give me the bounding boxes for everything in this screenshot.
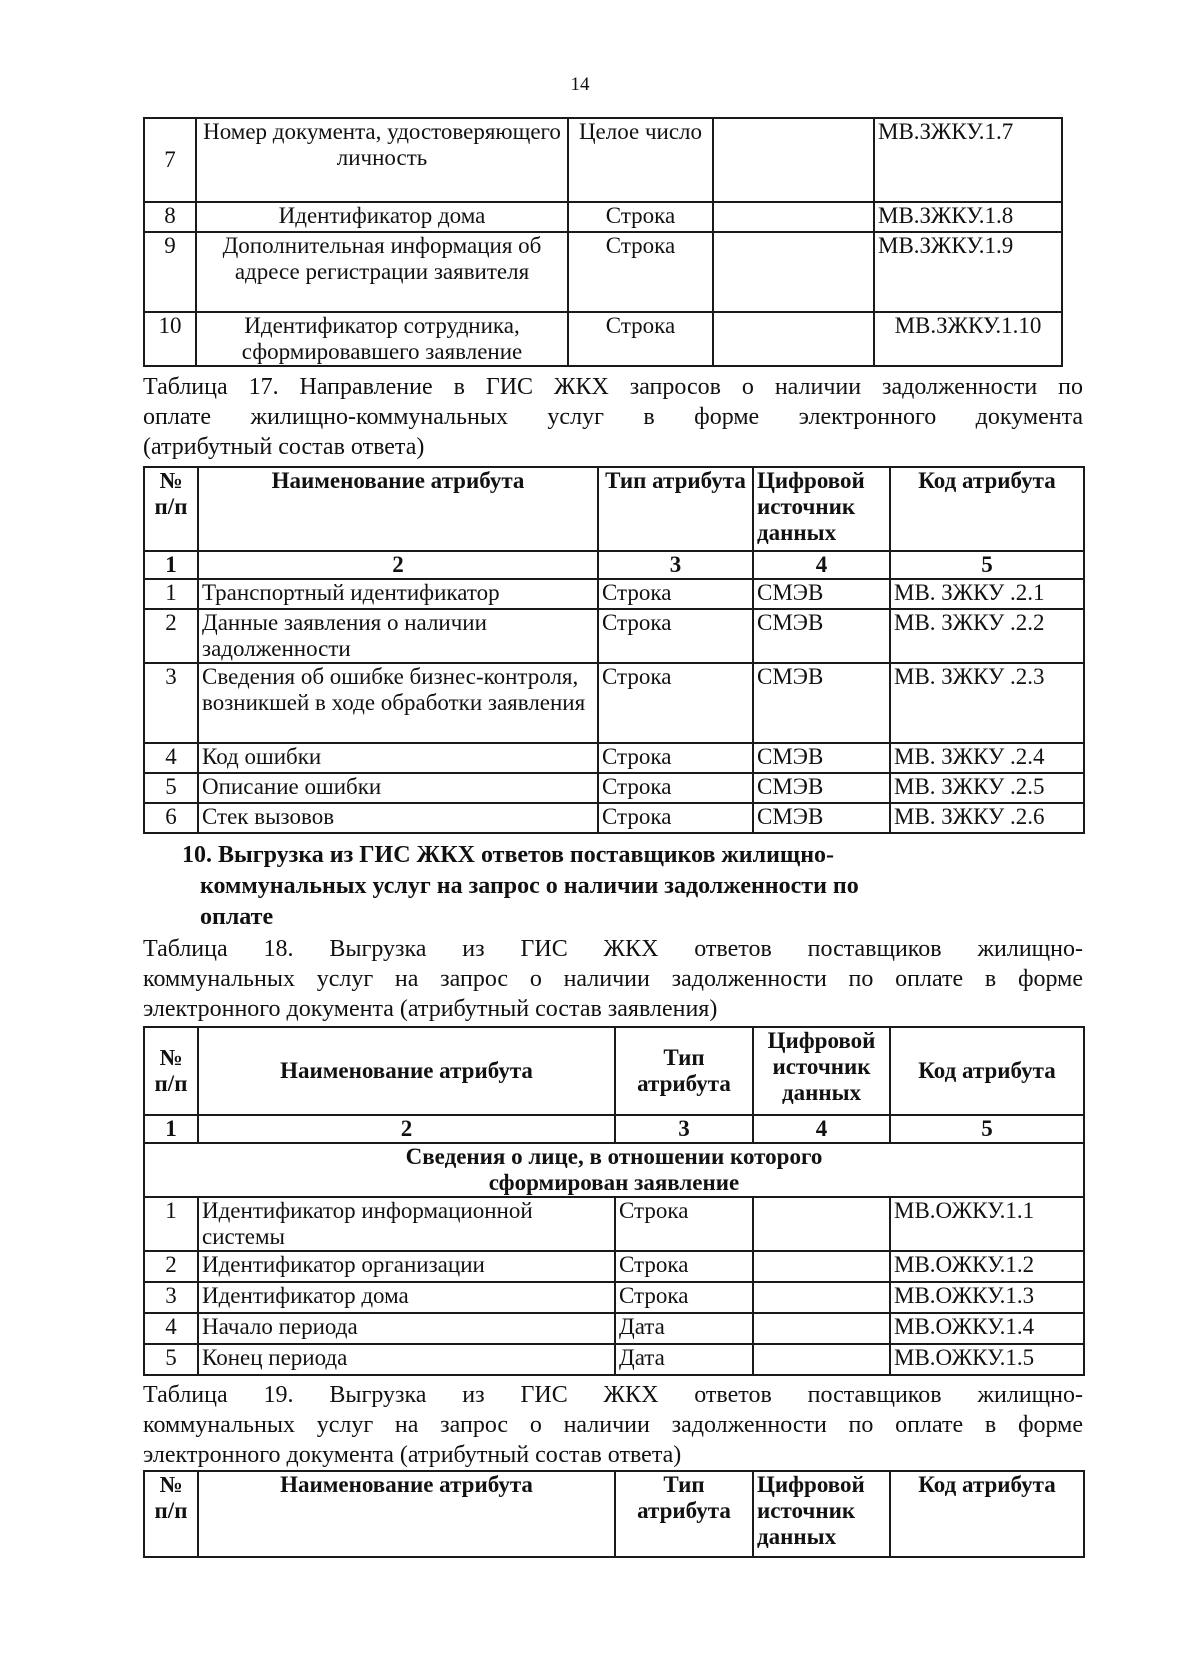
row-number: 6	[144, 803, 198, 833]
data-source	[753, 1282, 890, 1313]
attribute-type: Строка	[615, 1197, 753, 1251]
row-number: 5	[144, 773, 198, 803]
table-row	[144, 1197, 1084, 1251]
table-group-row	[144, 1143, 1084, 1197]
table-index-row	[144, 551, 1084, 579]
header-type: Тип атрибута	[615, 1471, 753, 1557]
index-cell: 3	[598, 551, 753, 579]
table-row	[144, 609, 1084, 663]
attribute-code: МВ.ОЖКУ.1.2	[890, 1251, 1084, 1282]
data-source	[713, 118, 874, 202]
attribute-code: МВ. ЗЖКУ .2.5	[890, 773, 1084, 803]
attribute-name: Сведения об ошибке бизнес-контроля, возникшей в ходе обработки заявления	[198, 663, 598, 743]
table-row	[144, 202, 1062, 232]
header-code: Код атрибута	[890, 467, 1084, 551]
page-number: 14	[570, 74, 590, 95]
header-source: Цифровой источник данных	[753, 467, 890, 551]
header-num: № п/п	[144, 467, 198, 551]
table-row	[144, 1251, 1084, 1282]
attribute-name: Номер документа, удостоверяющего личность	[196, 118, 568, 202]
table-row	[144, 118, 1062, 202]
row-number: 10	[144, 312, 196, 366]
data-source: СМЭВ	[753, 663, 890, 743]
table-18-caption	[143, 934, 1083, 1024]
attribute-code: МВ.ОЖКУ.1.5	[890, 1344, 1084, 1375]
table-row	[144, 232, 1062, 312]
table-index-row	[144, 1115, 1084, 1143]
caption-line: Таблица 19. Выгрузка из ГИС ЖКХ ответов поставщиков жилищно-	[143, 1382, 1083, 1408]
row-number: 7	[144, 118, 196, 202]
section-10-heading	[182, 840, 1002, 933]
table-top-continuation	[143, 117, 1063, 367]
attribute-code: МВ.ОЖКУ.1.1	[890, 1197, 1084, 1251]
attribute-type: Строка	[615, 1251, 753, 1282]
attribute-type: Дата	[615, 1313, 753, 1344]
attribute-code: МВ. ЗЖКУ .2.4	[890, 743, 1084, 773]
table-row	[144, 773, 1084, 803]
header-num: № п/п	[144, 1027, 198, 1115]
attribute-type: Строка	[598, 773, 753, 803]
data-source: СМЭВ	[753, 743, 890, 773]
attribute-type: Строка	[568, 202, 713, 232]
data-source	[713, 312, 874, 366]
row-number: 8	[144, 202, 196, 232]
attribute-code: МВ.ЗЖКУ.1.9	[874, 232, 1062, 312]
attribute-code: МВ.ОЖКУ.1.3	[890, 1282, 1084, 1313]
header-code: Код атрибута	[890, 1027, 1084, 1115]
row-number: 1	[144, 579, 198, 609]
header-source: Цифровой источник данных	[753, 1471, 890, 1557]
data-source	[713, 232, 874, 312]
table-header-row	[144, 1027, 1084, 1115]
attribute-name: Идентификатор дома	[198, 1282, 615, 1313]
index-cell: 1	[144, 551, 198, 579]
index-cell: 3	[615, 1115, 753, 1143]
row-number: 5	[144, 1344, 198, 1375]
attribute-name: Код ошибки	[198, 743, 598, 773]
table-17-caption	[143, 372, 1083, 462]
attribute-name: Дополнительная информация об адресе регистрации заявителя	[196, 232, 568, 312]
data-source	[753, 1313, 890, 1344]
index-cell: 2	[198, 551, 598, 579]
header-name: Наименование атрибута	[198, 1027, 615, 1115]
data-source	[753, 1197, 890, 1251]
table-row	[144, 1313, 1084, 1344]
row-number: 4	[144, 743, 198, 773]
data-source	[753, 1251, 890, 1282]
data-source: СМЭВ	[753, 803, 890, 833]
heading-line: коммунальных услуг на запрос о наличии задолженности по	[200, 873, 859, 899]
caption-line: электронного документа (атрибутный состав заявления)	[143, 996, 718, 1022]
index-cell: 4	[753, 551, 890, 579]
attribute-code: МВ. ЗЖКУ .2.3	[890, 663, 1084, 743]
caption-line: Таблица 18. Выгрузка из ГИС ЖКХ ответов поставщиков жилищно-	[143, 936, 1083, 962]
row-number: 2	[144, 1251, 198, 1282]
attribute-name: Начало периода	[198, 1313, 615, 1344]
table-row	[144, 663, 1084, 743]
table-row	[144, 579, 1084, 609]
attribute-name: Описание ошибки	[198, 773, 598, 803]
data-source: СМЭВ	[753, 609, 890, 663]
caption-line: коммунальных услуг на запрос о наличии задолженности по оплате в форме	[143, 966, 1083, 992]
attribute-type: Дата	[615, 1344, 753, 1375]
heading-line: оплате	[200, 904, 274, 930]
attribute-type: Строка	[598, 663, 753, 743]
header-source: Цифровой источник данных	[753, 1027, 890, 1115]
row-number: 9	[144, 232, 196, 312]
attribute-name: Идентификатор организации	[198, 1251, 615, 1282]
index-cell: 2	[198, 1115, 615, 1143]
attribute-type: Строка	[598, 579, 753, 609]
caption-line: электронного документа (атрибутный состав ответа)	[143, 1442, 682, 1468]
attribute-name: Идентификатор дома	[196, 202, 568, 232]
attribute-code: МВ. ЗЖКУ .2.1	[890, 579, 1084, 609]
row-number: 4	[144, 1313, 198, 1344]
data-source: СМЭВ	[753, 579, 890, 609]
attribute-code: МВ. ЗЖКУ .2.6	[890, 803, 1084, 833]
caption-line: оплате жилищно-коммунальных услуг в форме электронного документа	[143, 404, 1083, 430]
table-17	[143, 466, 1085, 834]
attribute-name: Идентификатор сотрудника, сформировавшего заявление	[196, 312, 568, 366]
header-num: № п/п	[144, 1471, 198, 1557]
row-number: 1	[144, 1197, 198, 1251]
header-type: Тип атрибута	[598, 467, 753, 551]
table-row	[144, 803, 1084, 833]
group-header: Сведения о лице, в отношении которого сформирован заявление	[144, 1143, 1084, 1197]
caption-line: (атрибутный состав ответа)	[143, 434, 425, 460]
attribute-type: Строка	[598, 803, 753, 833]
heading-line: 10. Выгрузка из ГИС ЖКХ ответов поставщиков жилищно-	[182, 842, 835, 868]
table-header-row	[144, 1471, 1084, 1557]
attribute-code: МВ.ЗЖКУ.1.7	[874, 118, 1062, 202]
attribute-name: Транспортный идентификатор	[198, 579, 598, 609]
header-name: Наименование атрибута	[198, 467, 598, 551]
table-row	[144, 1344, 1084, 1375]
attribute-type: Строка	[598, 609, 753, 663]
attribute-code: МВ.ЗЖКУ.1.8	[874, 202, 1062, 232]
attribute-name: Стек вызовов	[198, 803, 598, 833]
index-cell: 5	[890, 551, 1084, 579]
table-row	[144, 743, 1084, 773]
attribute-name: Конец периода	[198, 1344, 615, 1375]
row-number: 3	[144, 663, 198, 743]
header-name: Наименование атрибута	[198, 1471, 615, 1557]
attribute-name: Идентификатор информационной системы	[198, 1197, 615, 1251]
caption-line: Таблица 17. Направление в ГИС ЖКХ запросов о наличии задолженности по	[143, 374, 1083, 400]
attribute-code: МВ. ЗЖКУ .2.2	[890, 609, 1084, 663]
table-18	[143, 1026, 1085, 1376]
index-cell: 4	[753, 1115, 890, 1143]
attribute-type: Строка	[568, 312, 713, 366]
row-number: 2	[144, 609, 198, 663]
data-source	[753, 1344, 890, 1375]
attribute-type: Целое число	[568, 118, 713, 202]
attribute-code: МВ.ЗЖКУ.1.10	[874, 312, 1062, 366]
attribute-type: Строка	[598, 743, 753, 773]
attribute-type: Строка	[615, 1282, 753, 1313]
table-19-caption	[143, 1380, 1083, 1470]
index-cell: 1	[144, 1115, 198, 1143]
index-cell: 5	[890, 1115, 1084, 1143]
table-header-row	[144, 467, 1084, 551]
table-row	[144, 1282, 1084, 1313]
attribute-code: МВ.ОЖКУ.1.4	[890, 1313, 1084, 1344]
data-source	[713, 202, 874, 232]
caption-line: коммунальных услуг на запрос о наличии задолженности по оплате в форме	[143, 1412, 1083, 1438]
attribute-type: Строка	[568, 232, 713, 312]
header-type: Тип атрибута	[615, 1027, 753, 1115]
data-source: СМЭВ	[753, 773, 890, 803]
table-row	[144, 312, 1062, 366]
table-19	[143, 1470, 1085, 1558]
attribute-name: Данные заявления о наличии задолженности	[198, 609, 598, 663]
row-number: 3	[144, 1282, 198, 1313]
header-code: Код атрибута	[890, 1471, 1084, 1557]
